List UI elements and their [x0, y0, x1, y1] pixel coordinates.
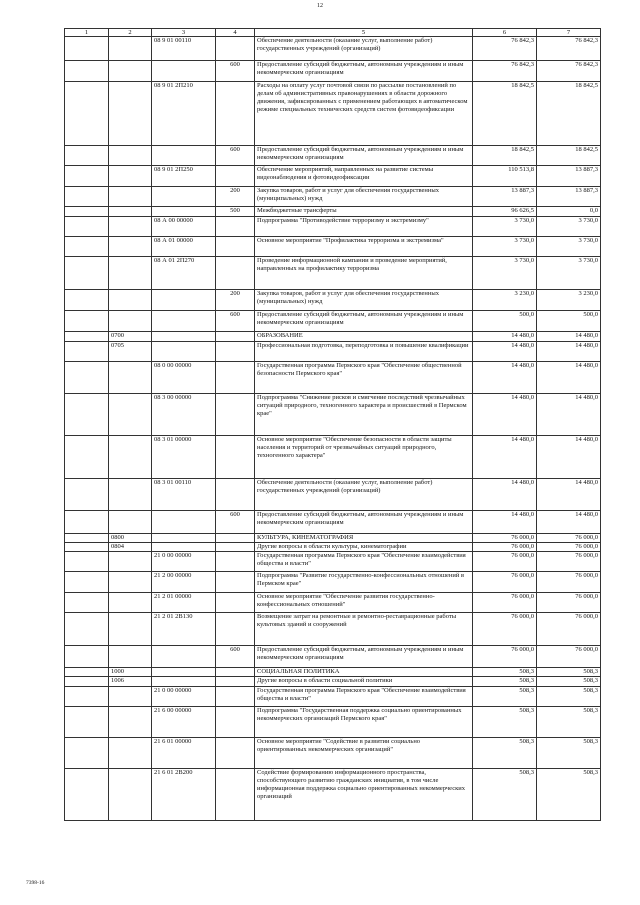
table-row	[65, 768, 601, 820]
cell-c3	[152, 668, 216, 677]
cell-c7: 3 230,0	[537, 290, 601, 311]
cell-c2	[109, 768, 152, 820]
cell-c6: 508,3	[473, 737, 537, 768]
cell-c3	[152, 543, 216, 552]
cell-c6: 14 480,0	[473, 362, 537, 394]
cell-c7: 76 000,0	[537, 552, 601, 572]
cell-c6: 76 000,0	[473, 572, 537, 593]
cell-c4	[216, 342, 255, 362]
cell-c1	[65, 552, 109, 572]
cell-c2	[109, 290, 152, 311]
cell-c5: Межбюджетные трансферты	[255, 207, 473, 217]
cell-c6: 14 480,0	[473, 479, 537, 511]
cell-c3: 21 6 00 00000	[152, 706, 216, 737]
cell-c6: 76 000,0	[473, 593, 537, 613]
cell-c7: 76 000,0	[537, 534, 601, 543]
cell-c3: 08 А 00 00000	[152, 217, 216, 237]
cell-c4	[216, 613, 255, 646]
cell-c1	[65, 166, 109, 187]
cell-c5: Основное мероприятие "Профилактика терроризма и экстремизма"	[255, 237, 473, 257]
cell-c1	[65, 737, 109, 768]
table-row	[65, 534, 601, 543]
cell-c7: 14 480,0	[537, 394, 601, 436]
table-header-row	[65, 29, 601, 37]
cell-c6: 14 480,0	[473, 511, 537, 534]
cell-c5: Проведение информационной кампании и проведение мероприятий, направленных на профилактику терроризма	[255, 257, 473, 290]
cell-c1	[65, 311, 109, 332]
cell-c4	[216, 677, 255, 686]
cell-c1	[65, 237, 109, 257]
cell-c2	[109, 511, 152, 534]
table-row	[65, 332, 601, 342]
page-number: 12	[317, 3, 323, 9]
cell-c3: 08 А 01 2П270	[152, 257, 216, 290]
table-row	[65, 737, 601, 768]
cell-c2: 0800	[109, 534, 152, 543]
cell-c6: 14 480,0	[473, 394, 537, 436]
cell-c3: 08 9 01 2П210	[152, 82, 216, 146]
cell-c1	[65, 543, 109, 552]
cell-c5: Основное мероприятие "Обеспечение развития государственно-конфессиональных отношений"	[255, 593, 473, 613]
cell-c1	[65, 342, 109, 362]
cell-c4	[216, 82, 255, 146]
table-row	[65, 61, 601, 82]
cell-c3	[152, 342, 216, 362]
cell-c3	[152, 61, 216, 82]
cell-c3: 08 0 00 00000	[152, 362, 216, 394]
cell-c5: Обеспечение деятельности (оказание услуг, выполнение работ) государственных учреждений (организаций)	[255, 37, 473, 61]
cell-c4	[216, 362, 255, 394]
cell-c7: 0,0	[537, 207, 601, 217]
cell-c6: 13 887,3	[473, 187, 537, 207]
cell-c6: 508,3	[473, 677, 537, 686]
table-row	[65, 237, 601, 257]
cell-c4	[216, 572, 255, 593]
cell-c5: Предоставление субсидий бюджетным, автономным учреждениям и иным некоммерческим организациям	[255, 311, 473, 332]
cell-c4: 600	[216, 646, 255, 668]
cell-c7: 76 000,0	[537, 646, 601, 668]
cell-c6: 508,3	[473, 686, 537, 706]
cell-c1	[65, 362, 109, 394]
cell-c6: 500,0	[473, 311, 537, 332]
cell-c4	[216, 436, 255, 479]
cell-c6: 508,3	[473, 706, 537, 737]
budget-table	[64, 28, 601, 821]
cell-c2	[109, 613, 152, 646]
cell-c4	[216, 257, 255, 290]
cell-c4: 600	[216, 311, 255, 332]
cell-c2	[109, 217, 152, 237]
cell-c1	[65, 768, 109, 820]
cell-c2	[109, 146, 152, 166]
table-row	[65, 646, 601, 668]
cell-c5: Государственная программа Пермского края "Обеспечение общественной безопасности Пермского края"	[255, 362, 473, 394]
cell-c4: 200	[216, 187, 255, 207]
column-header: 6	[473, 29, 537, 37]
cell-c5: КУЛЬТУРА, КИНЕМАТОГРАФИЯ	[255, 534, 473, 543]
cell-c7: 3 730,0	[537, 257, 601, 290]
cell-c7: 508,3	[537, 768, 601, 820]
cell-c4: 600	[216, 61, 255, 82]
cell-c1	[65, 217, 109, 237]
table-row	[65, 593, 601, 613]
cell-c5: Расходы на оплату услуг почтовой связи по рассылке постановлений по делам об административных правонарушениях в области дорожного движения, зафиксированных с применением работающих в автоматическом режиме специальных технических средств систем фотовидеофиксации	[255, 82, 473, 146]
cell-c3	[152, 290, 216, 311]
table-row	[65, 543, 601, 552]
cell-c6: 18 842,5	[473, 146, 537, 166]
cell-c5: Возмещение затрат на ремонтные и ремонтно-реставрационные работы культовых зданий и сооружений	[255, 613, 473, 646]
cell-c5: ОБРАЗОВАНИЕ	[255, 332, 473, 342]
cell-c5: Другие вопросы в области социальной политики	[255, 677, 473, 686]
cell-c6: 76 000,0	[473, 534, 537, 543]
cell-c1	[65, 593, 109, 613]
cell-c3: 08 3 01 00000	[152, 436, 216, 479]
cell-c7: 500,0	[537, 311, 601, 332]
cell-c6: 3 730,0	[473, 237, 537, 257]
table-row	[65, 436, 601, 479]
cell-c1	[65, 479, 109, 511]
cell-c4: 500	[216, 207, 255, 217]
table-row	[65, 311, 601, 332]
cell-c6: 508,3	[473, 768, 537, 820]
cell-c6: 96 626,5	[473, 207, 537, 217]
cell-c5: Предоставление субсидий бюджетным, автономным учреждениям и иным некоммерческим организациям	[255, 511, 473, 534]
cell-c1	[65, 187, 109, 207]
cell-c3	[152, 511, 216, 534]
cell-c4	[216, 237, 255, 257]
table-row	[65, 82, 601, 146]
cell-c2	[109, 187, 152, 207]
cell-c3	[152, 677, 216, 686]
cell-c3	[152, 207, 216, 217]
table-row	[65, 217, 601, 237]
cell-c7: 13 887,3	[537, 187, 601, 207]
cell-c2: 0804	[109, 543, 152, 552]
cell-c6: 76 842,3	[473, 61, 537, 82]
cell-c7: 14 480,0	[537, 436, 601, 479]
cell-c2	[109, 572, 152, 593]
cell-c1	[65, 511, 109, 534]
table-row	[65, 677, 601, 686]
document-code: 7398-16	[26, 880, 45, 886]
cell-c3	[152, 187, 216, 207]
cell-c1	[65, 332, 109, 342]
cell-c2	[109, 686, 152, 706]
cell-c2	[109, 311, 152, 332]
table-row	[65, 187, 601, 207]
cell-c6: 76 000,0	[473, 646, 537, 668]
cell-c5: Подпрограмма "Снижение рисков и смягчение последствий чрезвычайных ситуаций природного, техногенного характера и происшествий в Пермском крае"	[255, 394, 473, 436]
cell-c2	[109, 207, 152, 217]
cell-c2: 1000	[109, 668, 152, 677]
cell-c1	[65, 677, 109, 686]
cell-c5: Основное мероприятие "Обеспечение безопасности в области защиты населения и территорий от чрезвычайных ситуаций природного, техногенного характера"	[255, 436, 473, 479]
column-header: 2	[109, 29, 152, 37]
cell-c2	[109, 82, 152, 146]
cell-c1	[65, 257, 109, 290]
cell-c3	[152, 646, 216, 668]
table-row	[65, 257, 601, 290]
table-row	[65, 511, 601, 534]
table-row	[65, 668, 601, 677]
cell-c4	[216, 394, 255, 436]
cell-c2	[109, 479, 152, 511]
cell-c5: Обеспечение мероприятий, направленных на развитие системы видеонаблюдения и фотовидеофиксации	[255, 166, 473, 187]
cell-c2	[109, 737, 152, 768]
cell-c6: 3 730,0	[473, 217, 537, 237]
cell-c5: Профессиональная подготовка, переподготовка и повышение квалификации	[255, 342, 473, 362]
cell-c1	[65, 686, 109, 706]
cell-c4	[216, 706, 255, 737]
cell-c6: 76 842,3	[473, 37, 537, 61]
cell-c1	[65, 706, 109, 737]
cell-c2	[109, 362, 152, 394]
cell-c2: 0700	[109, 332, 152, 342]
cell-c4	[216, 552, 255, 572]
cell-c3: 08 3 01 00110	[152, 479, 216, 511]
cell-c5: Обеспечение деятельности (оказание услуг, выполнение работ) государственных учреждений (организаций)	[255, 479, 473, 511]
table-row	[65, 394, 601, 436]
cell-c1	[65, 394, 109, 436]
cell-c3: 08 9 01 2П250	[152, 166, 216, 187]
cell-c6: 3 730,0	[473, 257, 537, 290]
cell-c4	[216, 217, 255, 237]
cell-c4	[216, 37, 255, 61]
cell-c4	[216, 332, 255, 342]
cell-c7: 14 480,0	[537, 332, 601, 342]
cell-c5: Предоставление субсидий бюджетным, автономным учреждениям и иным некоммерческим организациям	[255, 146, 473, 166]
column-header: 3	[152, 29, 216, 37]
cell-c3	[152, 332, 216, 342]
cell-c5: Предоставление субсидий бюджетным, автономным учреждениям и иным некоммерческим организациям	[255, 646, 473, 668]
cell-c4	[216, 737, 255, 768]
table-row	[65, 552, 601, 572]
cell-c2	[109, 166, 152, 187]
cell-c4	[216, 686, 255, 706]
cell-c1	[65, 436, 109, 479]
cell-c5: Государственная программа Пермского края "Обеспечение взаимодействия общества и власти"	[255, 552, 473, 572]
cell-c2	[109, 394, 152, 436]
table-row	[65, 342, 601, 362]
table-row	[65, 613, 601, 646]
cell-c3: 21 2 01 00000	[152, 593, 216, 613]
cell-c6: 14 480,0	[473, 332, 537, 342]
table-row	[65, 706, 601, 737]
cell-c7: 18 842,5	[537, 146, 601, 166]
cell-c7: 508,3	[537, 668, 601, 677]
cell-c1	[65, 61, 109, 82]
table-row	[65, 207, 601, 217]
cell-c4: 600	[216, 146, 255, 166]
cell-c5: Подпрограмма "Развитие государственно-конфессиональных отношений в Пермском крае"	[255, 572, 473, 593]
cell-c7: 3 730,0	[537, 217, 601, 237]
table-row	[65, 479, 601, 511]
cell-c2: 0705	[109, 342, 152, 362]
cell-c6: 76 000,0	[473, 543, 537, 552]
cell-c2	[109, 61, 152, 82]
cell-c1	[65, 646, 109, 668]
cell-c7: 14 480,0	[537, 342, 601, 362]
table-row	[65, 290, 601, 311]
cell-c4	[216, 668, 255, 677]
cell-c3: 21 0 00 00000	[152, 552, 216, 572]
table-row	[65, 572, 601, 593]
cell-c7: 13 887,3	[537, 166, 601, 187]
cell-c5: Основное мероприятие "Содействие в развитии социально ориентированных некоммерческих организаций"	[255, 737, 473, 768]
cell-c2	[109, 593, 152, 613]
table-row	[65, 362, 601, 394]
cell-c1	[65, 572, 109, 593]
cell-c7: 508,3	[537, 706, 601, 737]
cell-c7: 76 000,0	[537, 593, 601, 613]
cell-c2	[109, 706, 152, 737]
cell-c7: 14 480,0	[537, 362, 601, 394]
cell-c7: 14 480,0	[537, 479, 601, 511]
cell-c7: 76 842,3	[537, 61, 601, 82]
cell-c1	[65, 668, 109, 677]
cell-c1	[65, 146, 109, 166]
cell-c6: 76 000,0	[473, 552, 537, 572]
column-header: 4	[216, 29, 255, 37]
cell-c4	[216, 768, 255, 820]
cell-c7: 508,3	[537, 677, 601, 686]
cell-c2	[109, 552, 152, 572]
cell-c7: 14 480,0	[537, 511, 601, 534]
cell-c4	[216, 543, 255, 552]
cell-c2	[109, 646, 152, 668]
cell-c1	[65, 534, 109, 543]
cell-c7: 18 842,5	[537, 82, 601, 146]
cell-c3: 21 2 00 00000	[152, 572, 216, 593]
cell-c3: 21 6 01 00000	[152, 737, 216, 768]
cell-c6: 76 000,0	[473, 613, 537, 646]
cell-c1	[65, 37, 109, 61]
cell-c6: 508,3	[473, 668, 537, 677]
cell-c5: Подпрограмма "Государственная поддержка социально ориентированных некоммерческих организаций Пермского края"	[255, 706, 473, 737]
cell-c1	[65, 207, 109, 217]
cell-c7: 76 000,0	[537, 613, 601, 646]
cell-c4: 600	[216, 511, 255, 534]
cell-c7: 508,3	[537, 737, 601, 768]
table-row	[65, 686, 601, 706]
cell-c6: 18 842,5	[473, 82, 537, 146]
cell-c6: 3 230,0	[473, 290, 537, 311]
cell-c7: 76 000,0	[537, 572, 601, 593]
cell-c7: 76 000,0	[537, 543, 601, 552]
cell-c5: Закупка товаров, работ и услуг для обеспечения государственных (муниципальных) нужд	[255, 187, 473, 207]
cell-c1	[65, 290, 109, 311]
cell-c4	[216, 534, 255, 543]
cell-c5: Другие вопросы в области культуры, кинематографии	[255, 543, 473, 552]
column-header: 7	[537, 29, 601, 37]
cell-c2: 1006	[109, 677, 152, 686]
cell-c2	[109, 237, 152, 257]
column-header: 5	[255, 29, 473, 37]
cell-c4: 200	[216, 290, 255, 311]
cell-c5: Государственная программа Пермского края "Обеспечение взаимодействия общества и власти"	[255, 686, 473, 706]
table-row	[65, 37, 601, 61]
cell-c5: Подпрограмма "Противодействие терроризму и экстремизму"	[255, 217, 473, 237]
table-row	[65, 146, 601, 166]
cell-c3	[152, 146, 216, 166]
cell-c2	[109, 436, 152, 479]
cell-c2	[109, 257, 152, 290]
cell-c3: 21 6 01 2В200	[152, 768, 216, 820]
cell-c5: СОЦИАЛЬНАЯ ПОЛИТИКА	[255, 668, 473, 677]
cell-c6: 14 480,0	[473, 436, 537, 479]
cell-c5: Закупка товаров, работ и услуг для обеспечения государственных (муниципальных) нужд	[255, 290, 473, 311]
cell-c1	[65, 613, 109, 646]
cell-c7: 76 842,3	[537, 37, 601, 61]
cell-c4	[216, 166, 255, 187]
cell-c3: 21 0 00 00000	[152, 686, 216, 706]
cell-c3	[152, 534, 216, 543]
cell-c5: Содействие формированию информационного пространства, способствующего развитию гражданских инициатив, в том числе информационная поддержка социально ориентированных некоммерческих организаций	[255, 768, 473, 820]
cell-c3: 08 А 01 00000	[152, 237, 216, 257]
cell-c7: 508,3	[537, 686, 601, 706]
cell-c3	[152, 311, 216, 332]
table-row	[65, 166, 601, 187]
cell-c6: 110 513,8	[473, 166, 537, 187]
cell-c4	[216, 479, 255, 511]
cell-c3: 08 3 00 00000	[152, 394, 216, 436]
cell-c3: 08 9 01 00110	[152, 37, 216, 61]
cell-c2	[109, 37, 152, 61]
column-header: 1	[65, 29, 109, 37]
cell-c5: Предоставление субсидий бюджетным, автономным учреждениям и иным некоммерческим организациям	[255, 61, 473, 82]
cell-c1	[65, 82, 109, 146]
cell-c3: 21 2 01 2В130	[152, 613, 216, 646]
cell-c7: 3 730,0	[537, 237, 601, 257]
cell-c6: 14 480,0	[473, 342, 537, 362]
cell-c4	[216, 593, 255, 613]
